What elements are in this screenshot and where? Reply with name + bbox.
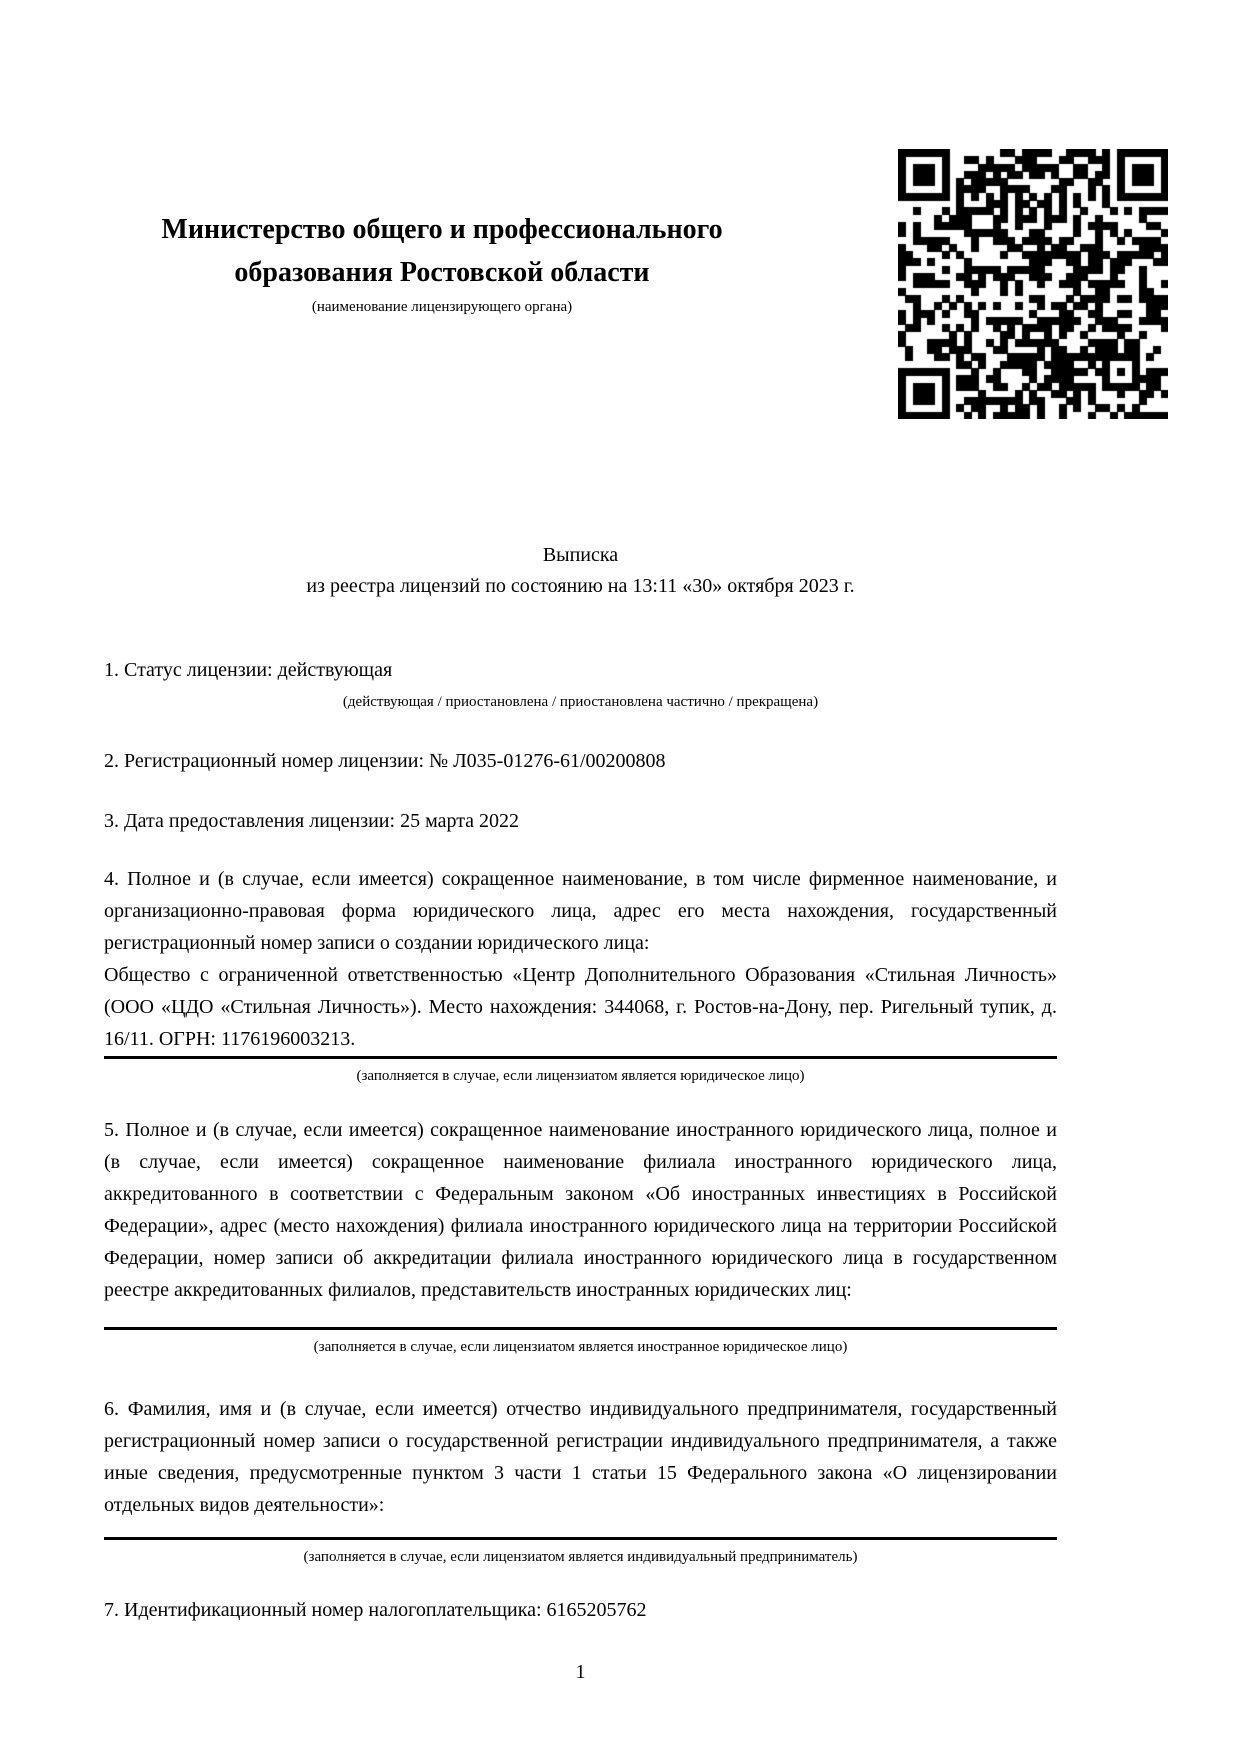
item-legal-entity-caption: (заполняется в случае, если лицензиатом является юридическое лицо) <box>356 1068 805 1084</box>
ministry-name-line2: образования Ростовской области <box>234 257 650 288</box>
licensing-authority-header <box>104 208 780 317</box>
item-foreign-entity-caption: (заполняется в случае, если лицензиатом является иностранное юридическое лицо) <box>313 1339 848 1355</box>
item-individual-entrepreneur-paragraph: 6. Фамилия, имя и (в случае, если имеется) отчество индивидуального предпринимателя, государственный регистрационный номер записи о государственной регистрации индивидуального предпринимателя, а также иные сведения, предусмотренные пунктом 3 части 1 статьи 15 Федерального закона «О лицензировании отдельных видов деятельности»: <box>104 1398 1057 1516</box>
item-license-grant-date: 3. Дата предоставления лицензии: 25 марта 2022 <box>104 810 520 832</box>
foreign-entity-field-line <box>104 1327 1057 1330</box>
item-registration-number: 2. Регистрационный номер лицензии: № Л035-01276-61/00200808 <box>104 750 666 772</box>
ministry-caption: (наименование лицензирующего органа) <box>311 299 573 315</box>
document-title-line2: из реестра лицензий по состоянию на 13:11 «30» октября 2023 г. <box>306 575 855 597</box>
page-number: 1 <box>575 1661 586 1683</box>
item-license-status-caption: (действующая / приостановлена / приостановлена частично / прекращена) <box>342 694 819 710</box>
ministry-name-line1: Министерство общего и профессионального <box>161 214 723 245</box>
item-taxpayer-number: 7. Идентификационный номер налогоплательщика: 6165205762 <box>104 1599 647 1621</box>
document-title <box>104 540 1057 602</box>
item-license-status: 1. Статус лицензии: действующая <box>104 659 393 681</box>
item-legal-entity-value: Общество с ограниченной ответственностью «Центр Дополнительного Образования «Стильная Личность» (ООО «ЦДО «Стильная Личность»). Место нахождения: 344068, г. Ростов-на-Дону, пер. Ригельный тупик, д. 16/11. ОГРН: 1176196003213. <box>104 964 1057 1050</box>
item-individual-entrepreneur-caption: (заполняется в случае, если лицензиатом является индивидуальный предприниматель) <box>303 1549 858 1565</box>
document-title-line1: Выписка <box>542 544 619 566</box>
qr-code-icon <box>898 149 1168 419</box>
document-body <box>104 540 1057 1688</box>
item-legal-entity-paragraph: 4. Полное и (в случае, если имеется) сокращенное наименование, в том числе фирменное наименование, и организационно-правовая форма юридического лица, адрес его места нахождения, государственный регистрационный номер записи о создании юридического лица: <box>104 868 1057 954</box>
item-foreign-entity-paragraph: 5. Полное и (в случае, если имеется) сокращенное наименование иностранного юридического лица, полное и (в случае, если имеется) сокращенное наименование филиала иностранного юридического лица, аккредитованного в соответствии с Федеральным законом «Об иностранных инвестициях в Российской Федерации», адрес (место нахождения) филиала иностранного юридического лица на территории Российской Федерации, номер записи об аккредитации филиала иностранного юридического лица в государственном реестре аккредитованных филиалов, представительств иностранных юридических лиц: <box>104 1119 1057 1301</box>
legal-entity-field-line <box>104 1056 1057 1059</box>
individual-entrepreneur-field-line <box>104 1537 1057 1540</box>
